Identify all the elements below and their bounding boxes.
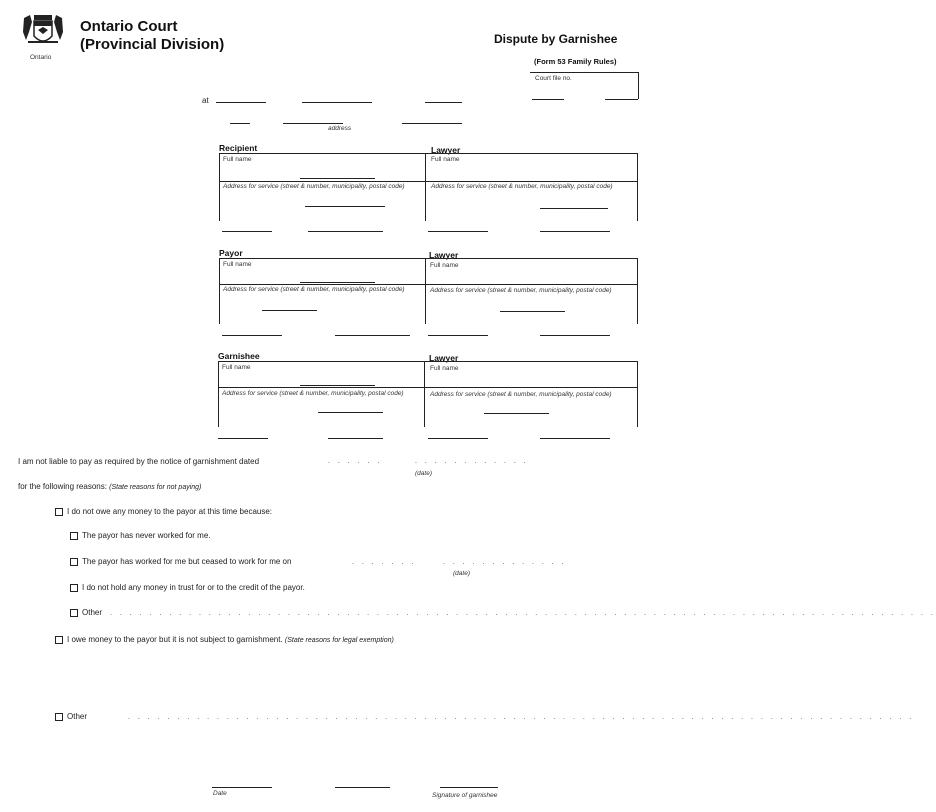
recipient-lawyer-address-label: Address for service (street & number, municipality, postal code) [431,183,613,190]
garnishee-address-field[interactable] [318,412,383,413]
signature-date-field-2[interactable] [335,787,390,788]
court-division: (Provincial Division) [80,36,225,53]
other-main-label: Other [67,712,88,721]
recipient-lawyer-address-field[interactable] [540,208,608,209]
lawyer-title-recipient: Lawyer [431,145,461,155]
payor-address-label: Address for service (street & number, municipality, postal code) [223,286,405,293]
garnishee-address-label: Address for service (street & number, municipality, postal code) [222,390,404,397]
statement-line1: I am not liable to pay as required by the notice of garnishment dated [18,457,260,466]
recipient-address-field[interactable] [305,206,385,207]
court-address-line[interactable] [230,123,250,124]
party-title-payor: Payor [219,248,243,258]
payor-full-name-label: Full name [223,261,252,268]
owe-exempt-text: I owe money to the payor but it is not subject to garnishment. [67,635,283,644]
payor-name-field[interactable] [300,282,375,283]
not-hold-checkbox[interactable] [70,584,78,592]
crest-icon [20,12,66,54]
garnishee-lawyer-name-label: Full name [430,365,459,372]
statement-line2-italic: (State reasons for not paying) [109,484,202,491]
garnishment-date-field[interactable] [328,468,528,469]
court-address-line[interactable] [216,102,266,103]
court-address-line[interactable] [283,123,343,124]
payor-lawyer-address-label: Address for service (street & number, municipality, postal code) [430,287,612,294]
party-title-garnishee: Garnishee [218,351,260,361]
statement-line2-text: for the following reasons: [18,482,107,491]
signature-field[interactable] [440,787,498,788]
garnishee-lawyer-address-label: Address for service (street & number, municipality, postal code) [430,391,612,398]
not-hold-label: I do not hold any money in trust for or to the credit of the payor. [82,583,305,592]
address-caption: address [328,125,352,132]
court-address-line[interactable] [425,102,462,103]
payor-address-field[interactable] [262,310,317,311]
ceased-date-label: (date) [453,570,470,577]
ontario-crest [20,12,66,54]
other-sub-checkbox[interactable] [70,609,78,617]
no-owe-label: I do not owe any money to the payor at this time because: [67,507,273,516]
garnishee-name-field[interactable] [300,385,375,386]
recipient-name-field[interactable] [300,178,375,179]
garnishee-full-name-label: Full name [222,364,251,371]
ceased-work-label: The payor has worked for me but ceased to work for me on [82,557,292,566]
crest-caption: Ontario [30,54,52,61]
payor-lawyer-address-field[interactable] [500,311,565,312]
recipient-full-name-label: Full name [223,156,252,163]
owe-exempt-label [67,635,394,644]
at-label: at [202,96,209,105]
court-address-line[interactable] [302,102,372,103]
ceased-work-checkbox[interactable] [70,558,78,566]
other-main-checkbox[interactable] [55,713,63,721]
court-address-line[interactable] [402,123,462,124]
no-owe-checkbox[interactable] [55,508,63,516]
other-sub-label: Other [82,608,103,617]
payor-lawyer-name-label: Full name [430,262,459,269]
never-worked-checkbox[interactable] [70,532,78,540]
signature-label: Signature of garnishee [432,792,498,799]
never-worked-label: The payor has never worked for me. [82,531,211,540]
court-name: Ontario Court [80,18,178,35]
court-file-label: Court file no. [535,75,572,82]
signature-date-label: Date [213,790,227,797]
form-number: (Form 53 Family Rules) [534,57,617,66]
owe-exempt-italic: (State reasons for legal exemption) [284,637,394,644]
statement-line2 [18,482,201,491]
party-title-recipient: Recipient [219,143,258,153]
lawyer-title-payor: Lawyer [429,250,459,260]
statement-date-label: (date) [415,470,432,477]
lawyer-title-garnishee: Lawyer [429,353,459,363]
recipient-address-label: Address for service (street & number, municipality, postal code) [223,183,405,190]
signature-date-field[interactable] [212,787,272,788]
owe-exempt-checkbox[interactable] [55,636,63,644]
recipient-lawyer-name-label: Full name [431,156,460,163]
garnishee-lawyer-address-field[interactable] [484,413,549,414]
form-title: Dispute by Garnishee [494,32,618,46]
